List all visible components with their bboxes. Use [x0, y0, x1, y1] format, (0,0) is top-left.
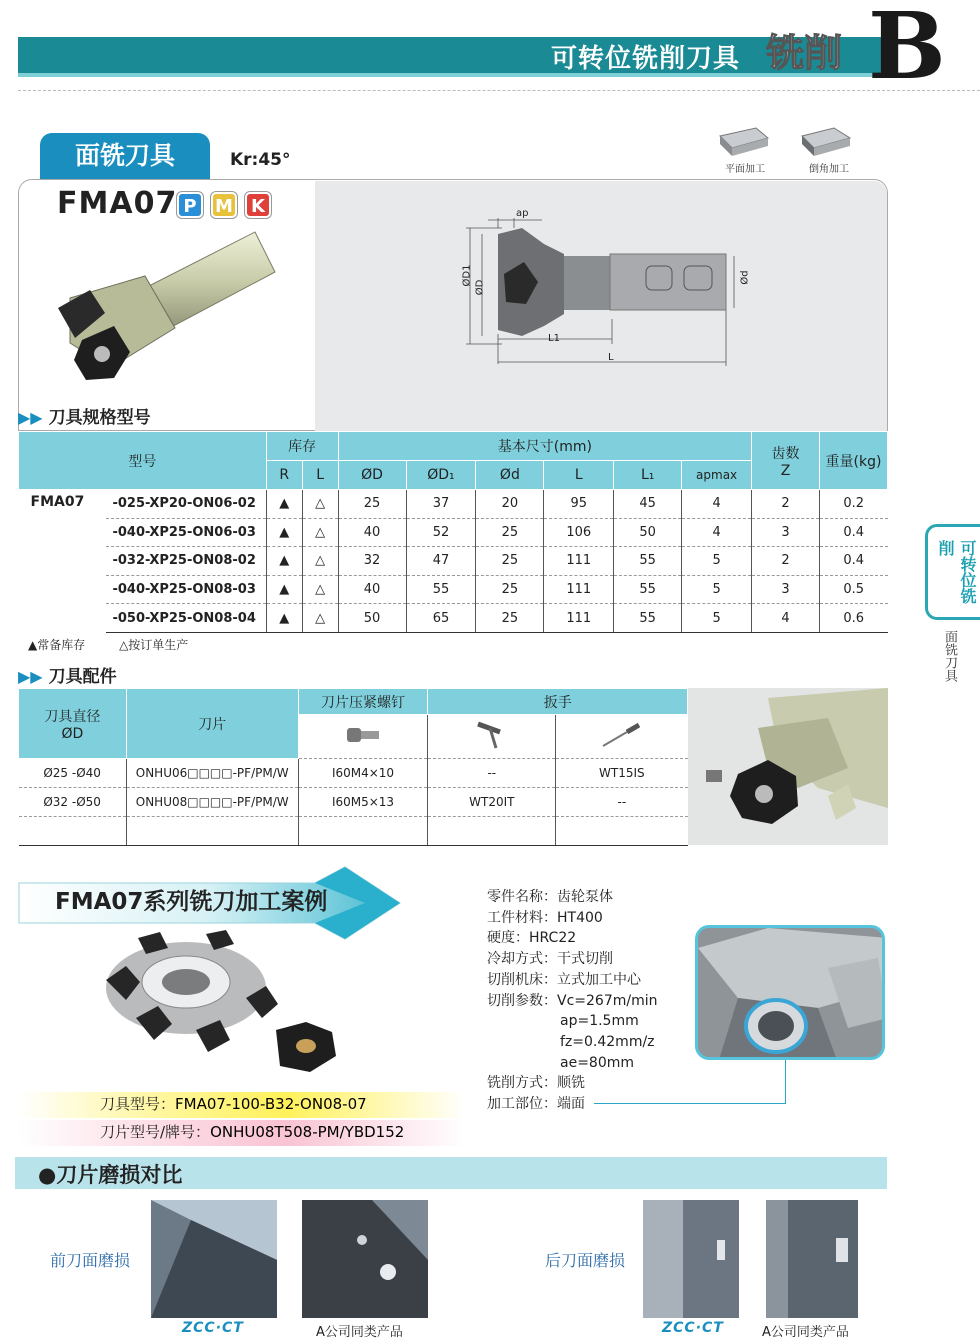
param-line: ap=1.5mm [560, 1013, 639, 1030]
row-l: △ [302, 518, 338, 547]
acc-screw: I60M5×13 [298, 788, 428, 817]
technical-drawing [452, 204, 742, 378]
param-line: 硬度：HRC22 [487, 930, 577, 947]
table-row [19, 817, 688, 846]
case-title: FMA07系列铣刀加工案例 [55, 889, 328, 915]
table-row [19, 759, 688, 788]
row-D1: 37 [406, 490, 476, 519]
row-D1: 52 [406, 518, 476, 547]
material-m-badge: M [211, 192, 237, 218]
legend-stock: ▲常备库存 [28, 638, 86, 652]
acc-dia: Ø25 -Ø40 [19, 759, 127, 788]
zcc-logo: ZCC·CT [662, 1320, 724, 1336]
row-L: 95 [544, 490, 614, 519]
table-row [19, 547, 888, 576]
param-line: 铣削方式：顺铣 [487, 1075, 585, 1092]
acc-insert [126, 817, 298, 846]
spec-section-heading [18, 403, 151, 428]
front-wear-competitor-photo [302, 1200, 428, 1318]
insert-model-label [18, 1120, 466, 1146]
row-z: 4 [752, 604, 820, 633]
drawing-label-ap: ap [516, 208, 529, 219]
table-row [19, 490, 888, 519]
front-wear-zcc-photo [151, 1200, 277, 1318]
header-teeth: 齿数 Z [752, 432, 820, 490]
param-line: 切削机床：立式加工中心 [487, 971, 641, 988]
header-l: L [302, 461, 338, 490]
row-D: 25 [338, 490, 406, 519]
param-line: fz=0.42mm/z [560, 1033, 655, 1050]
param-line: 工件材料：HT400 [487, 909, 603, 926]
row-r: ▲ [266, 518, 302, 547]
acc-insert: ONHU06□□□□-PF/PM/W [126, 759, 298, 788]
row-D1: 47 [406, 547, 476, 576]
row-D1: 55 [406, 575, 476, 604]
param-line: 零件名称：齿轮泵体 [487, 889, 613, 905]
row-L1: 45 [614, 490, 682, 519]
drawing-label-l1: L1 [548, 333, 560, 344]
spec-table [18, 431, 888, 633]
header-D1: ØD₁ [406, 461, 476, 490]
flat-machining-label: 平面加工 [725, 164, 765, 175]
row-l: △ [302, 547, 338, 576]
row-model: -040-XP25-ON08-03 [106, 575, 266, 604]
acc-insert: ONHU08□□□□-PF/PM/W [126, 788, 298, 817]
tool-label-value: FMA07-100-B32-ON08-07 [175, 1095, 367, 1113]
row-w: 0.4 [819, 547, 887, 576]
screw-icon [298, 715, 428, 759]
insert-label-value: ONHU08T508-PM/YBD152 [210, 1123, 405, 1141]
row-ap: 5 [682, 604, 752, 633]
acc-header-insert: 刀片 [126, 689, 298, 759]
face-mill-image [96, 926, 356, 1090]
side-subchapter-label: 面铣刀具 [942, 630, 957, 682]
row-d: 25 [476, 547, 544, 576]
row-D: 32 [338, 547, 406, 576]
param-line: 加工部位：端面 [487, 1096, 585, 1113]
drawing-label-l: L [608, 352, 614, 363]
model-name: FMA07 [57, 186, 178, 221]
header-r: R [266, 461, 302, 490]
material-k-badge: K [245, 192, 271, 218]
material-p-badge: P [177, 192, 203, 218]
drawing-label-od: Ød [739, 270, 751, 285]
back-wear-label: 后刀面磨损 [545, 1251, 626, 1270]
row-w: 0.2 [819, 490, 887, 519]
accessory-photo [688, 688, 888, 845]
param-line: ae=80mm [560, 1054, 635, 1071]
callout-line [594, 1103, 786, 1104]
chamfer-machining-label: 倒角加工 [809, 164, 849, 175]
row-w: 0.6 [819, 604, 887, 633]
row-l: △ [302, 604, 338, 633]
row-D1: 65 [406, 604, 476, 633]
spec-section-title: 刀具规格型号 [48, 408, 151, 428]
tool-label-key: 刀具型号： [100, 1095, 176, 1113]
screwdriver-icon [556, 715, 688, 759]
double-arrow-icon: ▶▶ [18, 408, 43, 427]
stock-legend [28, 636, 188, 653]
row-L1: 55 [614, 604, 682, 633]
row-z: 2 [752, 547, 820, 576]
t-wrench-icon [428, 715, 556, 759]
row-L1: 55 [614, 547, 682, 576]
row-L1: 50 [614, 518, 682, 547]
acc-wrench1: WT20IT [428, 788, 556, 817]
acc-section-title: 刀具配件 [48, 667, 117, 687]
acc-header-diameter: 刀具直径 ØD [19, 689, 127, 759]
tool-model-label [18, 1092, 466, 1118]
back-wear-competitor-photo [766, 1200, 892, 1318]
wear-title: ●刀片磨损对比 [38, 1163, 183, 1187]
row-D: 50 [338, 604, 406, 633]
row-d: 25 [476, 575, 544, 604]
zcc-logo: ZCC·CT [182, 1320, 244, 1336]
chamfer-machining-icon [798, 124, 854, 162]
row-ap: 5 [682, 575, 752, 604]
drawing-label-d1: ØD1 [461, 264, 473, 287]
acc-wrench1: -- [428, 759, 556, 788]
row-l: △ [302, 490, 338, 519]
acc-header-screw: 刀片压紧螺钉 [298, 689, 428, 715]
row-w: 0.5 [819, 575, 887, 604]
row-w: 0.4 [819, 518, 887, 547]
competitor-caption: A公司同类产品 [316, 1325, 403, 1340]
row-l: △ [302, 575, 338, 604]
acc-wrench1 [428, 817, 556, 846]
acc-wrench2 [556, 817, 688, 846]
acc-screw [298, 817, 428, 846]
header-stock: 库存 [266, 432, 338, 461]
acc-wrench2: -- [556, 788, 688, 817]
chapter-letter: B [868, 0, 946, 100]
row-model: -050-XP25-ON08-04 [106, 604, 266, 633]
row-model: -025-XP20-ON06-02 [106, 490, 266, 519]
table-row [19, 518, 888, 547]
competitor-caption: A公司同类产品 [762, 1325, 849, 1340]
header-title: 可转位铣削刀具 [550, 44, 740, 74]
row-d: 25 [476, 604, 544, 633]
kr-angle: Kr:45° [230, 150, 291, 170]
header-D: ØD [338, 461, 406, 490]
row-L: 111 [544, 575, 614, 604]
header-model: 型号 [19, 432, 267, 490]
row-z: 3 [752, 575, 820, 604]
divider [18, 90, 980, 91]
header-L: L [544, 461, 614, 490]
acc-section-heading [18, 662, 117, 687]
side-chapter-label: 可转位铣削 [936, 540, 977, 604]
header-d: Ød [476, 461, 544, 490]
row-r: ▲ [266, 575, 302, 604]
section-tab: 面铣刀具 [40, 133, 210, 179]
row-d: 20 [476, 490, 544, 519]
row-ap: 4 [682, 490, 752, 519]
header-ap: apmax [682, 461, 752, 490]
row-L: 106 [544, 518, 614, 547]
row-ap: 5 [682, 547, 752, 576]
param-line: 切削参数：Vc=267m/min [487, 992, 658, 1009]
param-line: 冷却方式：干式切削 [487, 951, 613, 968]
header-category: 铣削 [766, 31, 843, 75]
acc-header-wrench: 扳手 [428, 689, 688, 715]
row-L: 111 [544, 547, 614, 576]
double-arrow-icon: ▶▶ [18, 667, 43, 686]
row-z: 2 [752, 490, 820, 519]
legend-order: △按订单生产 [119, 638, 189, 652]
row-D: 40 [338, 575, 406, 604]
row-L: 111 [544, 604, 614, 633]
row-d: 25 [476, 518, 544, 547]
header-L1: L₁ [614, 461, 682, 490]
row-z: 3 [752, 518, 820, 547]
acc-wrench2: WT15IS [556, 759, 688, 788]
row-r: ▲ [266, 604, 302, 633]
back-wear-zcc-photo [643, 1200, 769, 1318]
header-dims: 基本尺寸(mm) [338, 432, 751, 461]
row-ap: 4 [682, 518, 752, 547]
series-name: FMA07 [30, 494, 85, 510]
row-model: -040-XP25-ON06-03 [106, 518, 266, 547]
header-weight: 重量(kg) [819, 432, 887, 490]
workpiece-photo [695, 925, 885, 1060]
table-row [19, 788, 688, 817]
row-r: ▲ [266, 490, 302, 519]
insert-label-key: 刀片型号/牌号： [100, 1123, 211, 1141]
row-model: -032-XP25-ON08-02 [106, 547, 266, 576]
acc-dia: Ø32 -Ø50 [19, 788, 127, 817]
flat-machining-icon [716, 124, 772, 162]
row-D: 40 [338, 518, 406, 547]
table-row [19, 575, 888, 604]
milling-cutter-image [50, 228, 290, 402]
row-r: ▲ [266, 547, 302, 576]
acc-dia [19, 817, 127, 846]
accessories-table [18, 688, 688, 846]
table-row [19, 604, 888, 633]
acc-screw: I60M4×10 [298, 759, 428, 788]
row-L1: 55 [614, 575, 682, 604]
case-params [487, 887, 657, 1115]
front-wear-label: 前刀面磨损 [50, 1251, 131, 1270]
drawing-label-d: ØD [474, 279, 486, 296]
